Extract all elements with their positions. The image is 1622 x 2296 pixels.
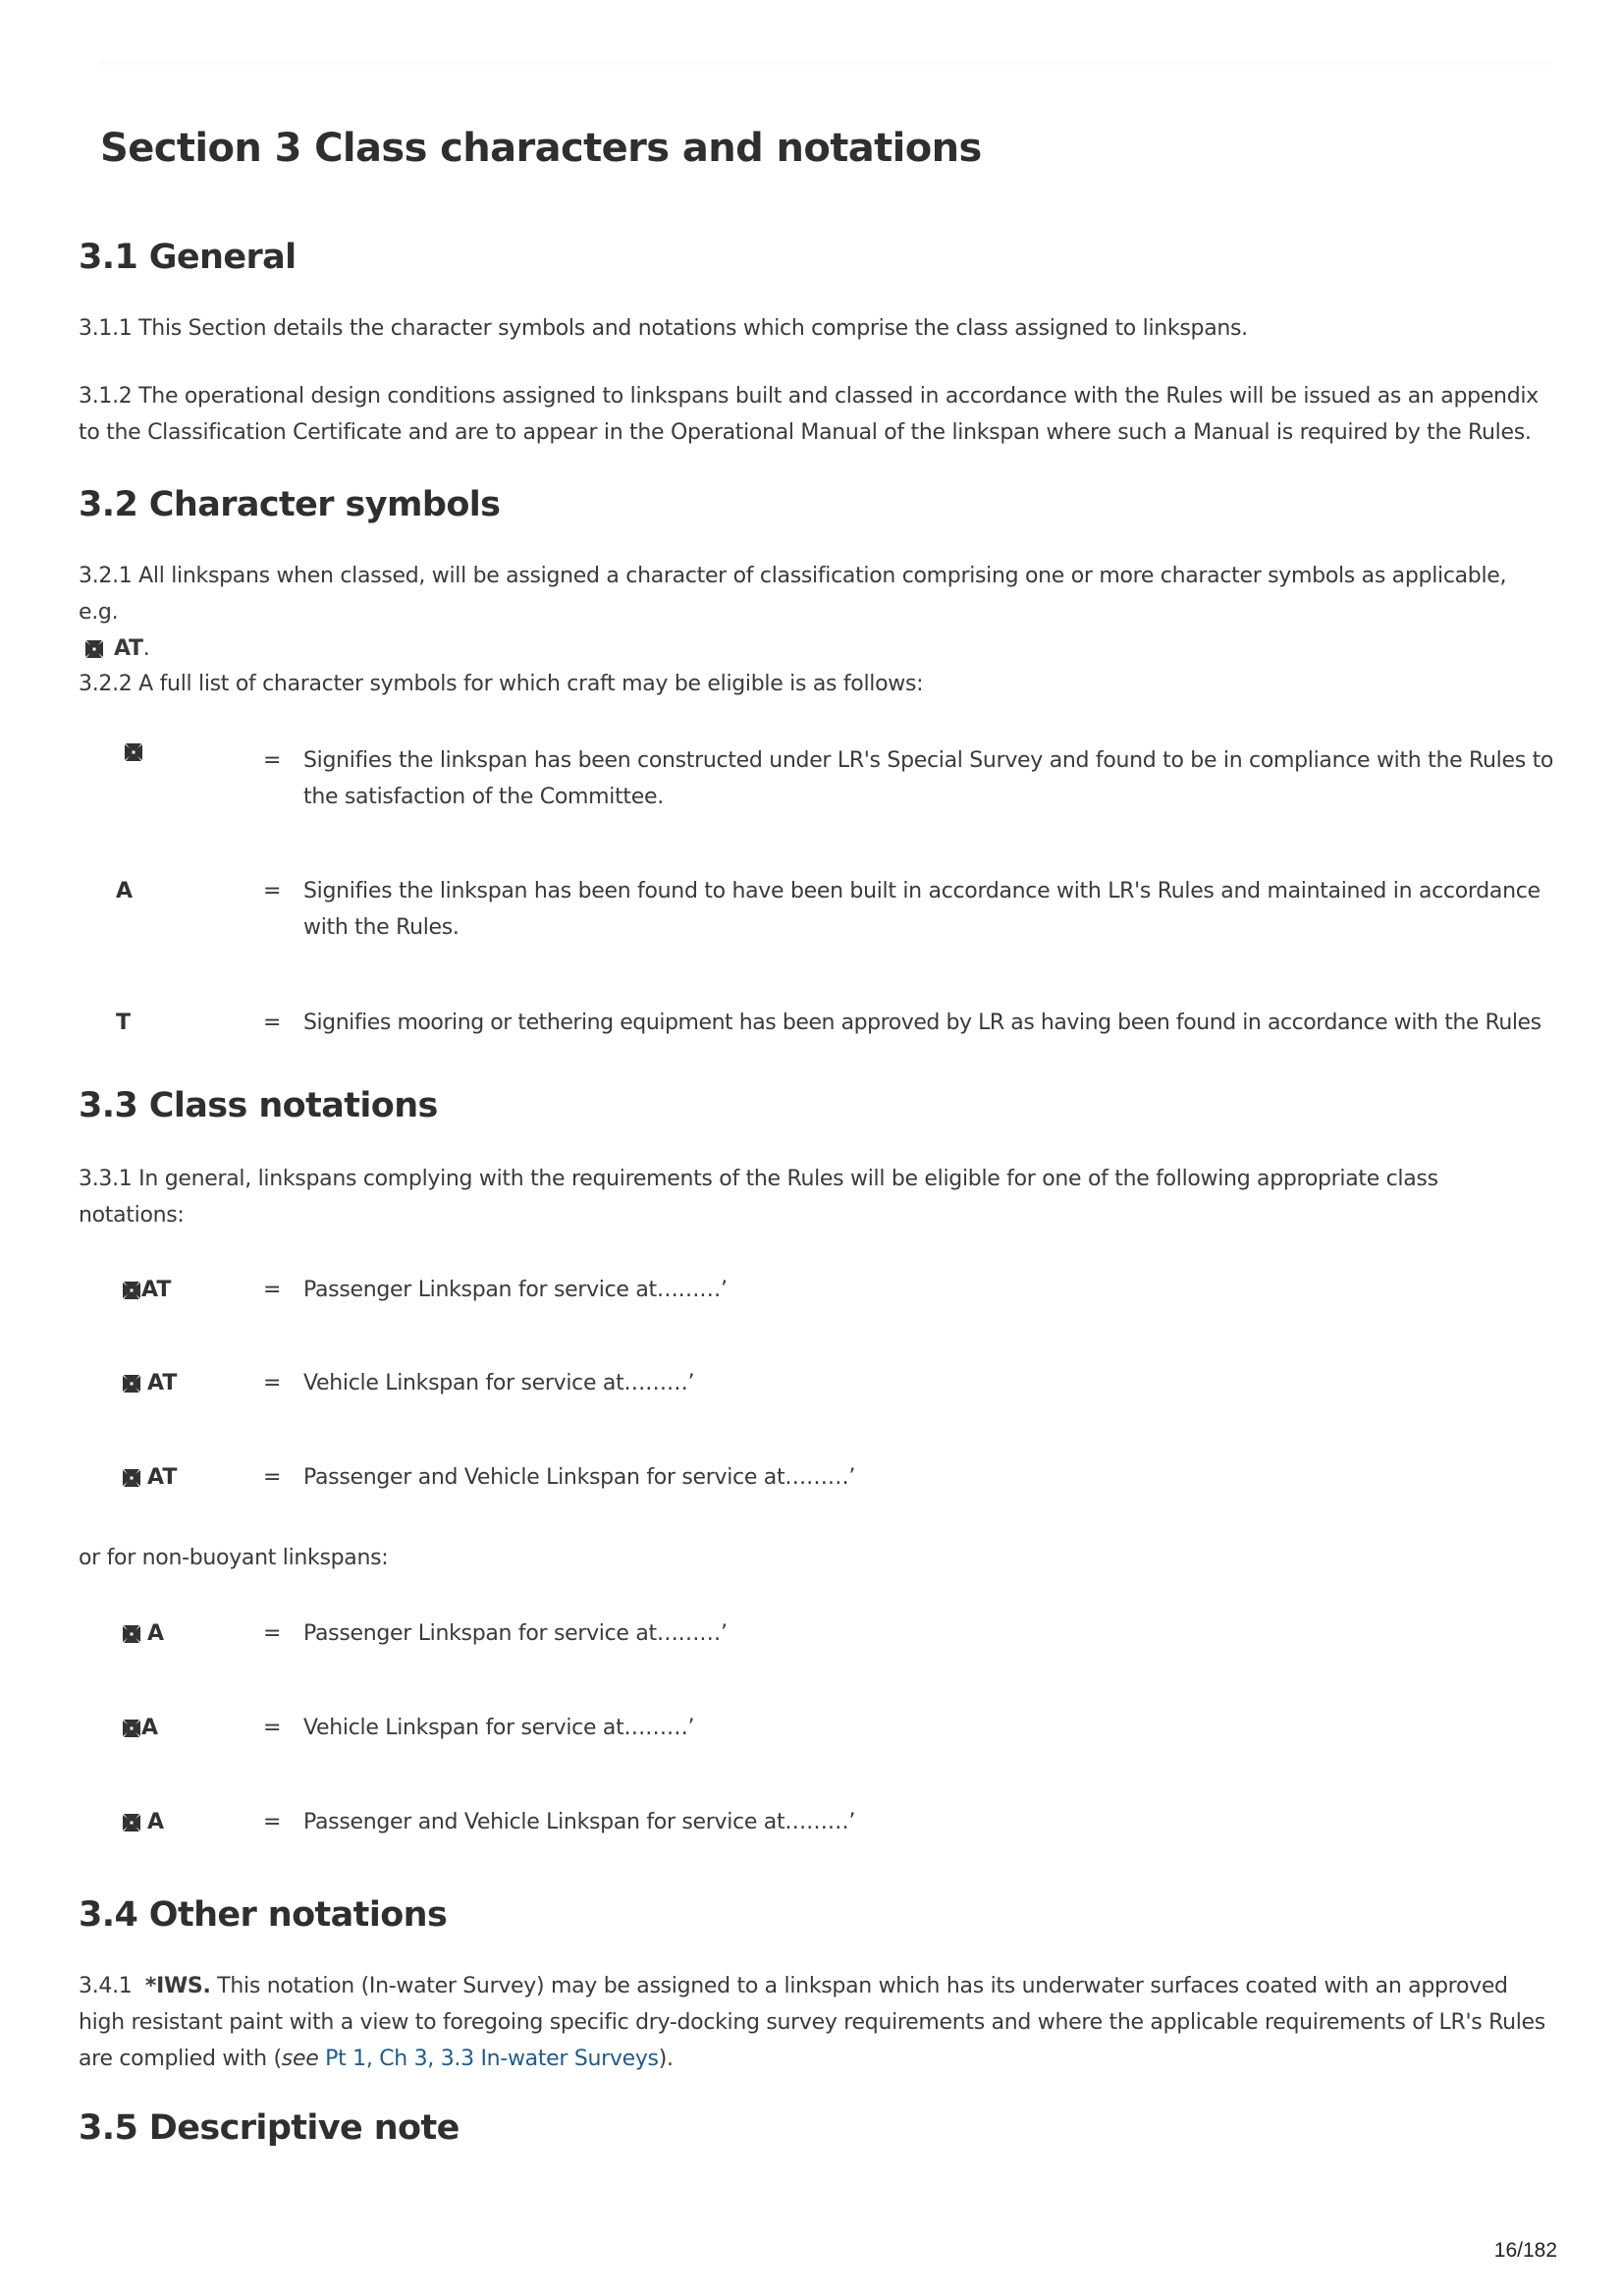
notation-code: AT (147, 1371, 178, 1395)
page-number: 16/182 (1493, 2239, 1557, 2262)
notation-description: Passenger and Vehicle Linkspan for service at………’ (303, 1810, 856, 1834)
notation-description: Vehicle Linkspan for service at………’ (303, 1371, 695, 1395)
notation-symbol (122, 1615, 164, 1652)
maltese-cross-icon (122, 1813, 141, 1832)
heading-3-1: 3.1 General (79, 238, 297, 277)
equals-sign: = (263, 1716, 282, 1740)
heading-3-5: 3.5 Descriptive note (79, 2108, 460, 2148)
notation-symbol (122, 1365, 177, 1401)
symbol-description: Signifies mooring or tethering equipment has been approved by LR as having been found in accordance with the Rules (303, 1011, 1541, 1035)
maltese-cross-icon (84, 639, 104, 659)
para-3-2-1 (79, 558, 1551, 667)
notation-row (0, 1804, 1622, 1843)
notation-row (0, 1365, 1622, 1404)
iws-notation: *IWS. (144, 1974, 211, 1998)
para-3-4-1-end: ). (658, 2047, 674, 2071)
symbol-cell (122, 742, 143, 762)
heading-3-4: 3.4 Other notations (79, 1895, 448, 1935)
equals-sign: = (263, 748, 282, 773)
notation-symbol (122, 1804, 164, 1840)
maltese-cross-icon (122, 1374, 141, 1394)
symbol-row-a (0, 873, 1622, 940)
para-3-1-2: 3.1.2 The operational design conditions assigned to linkspans built and classed in accordance with the Rules will be issued as an appendix to the Classification Certificate and are to appear in the Operational Manual of the linkspan where such a Manual is required by the Rules. (79, 384, 1539, 445)
notation-description: Passenger and Vehicle Linkspan for service at………’ (303, 1465, 856, 1490)
symbol-description: Signifies the linkspan has been found to have been built in accordance with LR's Rules and maintained in accordance with the Rules. (303, 879, 1541, 940)
top-divider (98, 61, 1551, 69)
para-3-1-1: 3.1.1 This Section details the character symbols and notations which comprise the class assigned to linkspans. (79, 316, 1248, 341)
notation-code: A (147, 1810, 165, 1834)
notation-description: Passenger Linkspan for service at………’ (303, 1621, 728, 1646)
notation-code: A (141, 1716, 159, 1740)
notation-row (0, 1459, 1622, 1499)
symbol-cell: T (116, 1011, 132, 1035)
equals-sign: = (263, 1011, 282, 1035)
equals-sign: = (263, 1465, 282, 1490)
non-buoyant-intro: or for non-buoyant linkspans: (79, 1546, 389, 1570)
symbol-row-t (0, 1005, 1622, 1044)
heading-3-2: 3.2 Character symbols (79, 485, 501, 524)
maltese-cross-icon (122, 1624, 141, 1644)
notation-description: Vehicle Linkspan for service at………’ (303, 1716, 695, 1740)
notation-symbol (122, 1272, 171, 1308)
symbol-cell: A (116, 879, 134, 903)
section-title: Section 3 Class characters and notations (100, 126, 982, 171)
heading-3-3: 3.3 Class notations (79, 1086, 438, 1125)
para-3-4-1-text: This notation (In-water Survey) may be assigned to a linkspan which has its underwater surfaces coated with an approved high resistant paint with a view to foregoing specific dry-docking survey requirements and where the applicable requirements of LR's Rules are complied with ( (79, 1974, 1545, 2071)
maltese-cross-icon (122, 1719, 141, 1738)
notation-code: AT (147, 1465, 178, 1490)
symbol-description: Signifies the linkspan has been constructed under LR's Special Survey and found to be in compliance with the Rules to the satisfaction of the Committee. (303, 748, 1554, 809)
equals-sign: = (263, 1810, 282, 1834)
notation-description: Passenger Linkspan for service at………’ (303, 1278, 728, 1302)
equals-sign: = (263, 1278, 282, 1302)
para-3-3-1: 3.3.1 In general, linkspans complying with the requirements of the Rules will be eligible for one of the following appropriate class notations: (79, 1167, 1438, 1228)
para-3-2-2: 3.2.2 A full list of character symbols for which craft may be eligible is as follows: (79, 672, 924, 696)
equals-sign: = (263, 1371, 282, 1395)
equals-sign: = (263, 879, 282, 903)
equals-sign: = (263, 1621, 282, 1646)
notation-symbol (122, 1710, 158, 1746)
notation-symbol (122, 1459, 177, 1496)
para-3-2-1-text: 3.2.1 All linkspans when classed, will be assigned a character of classification comprising one or more character symbols as applicable, e.g. (79, 564, 1507, 625)
see-word: see (281, 2047, 319, 2071)
notation-row (0, 1272, 1622, 1311)
notation-row (0, 1615, 1622, 1655)
in-water-surveys-link[interactable]: Pt 1, Ch 3, 3.3 In-water Surveys (325, 2047, 659, 2071)
example-character: AT (114, 636, 143, 661)
maltese-cross-icon (122, 1281, 141, 1300)
maltese-cross-icon (124, 742, 143, 762)
notation-code: AT (141, 1278, 172, 1302)
para-3-4-1 (79, 1968, 1551, 2077)
symbol-row-cross (0, 742, 1622, 809)
para-3-2-1-end: . (142, 636, 150, 661)
notation-row (0, 1710, 1622, 1749)
notation-code: A (147, 1621, 165, 1646)
para-number: 3.4.1 (79, 1974, 133, 1998)
maltese-cross-icon (122, 1468, 141, 1488)
